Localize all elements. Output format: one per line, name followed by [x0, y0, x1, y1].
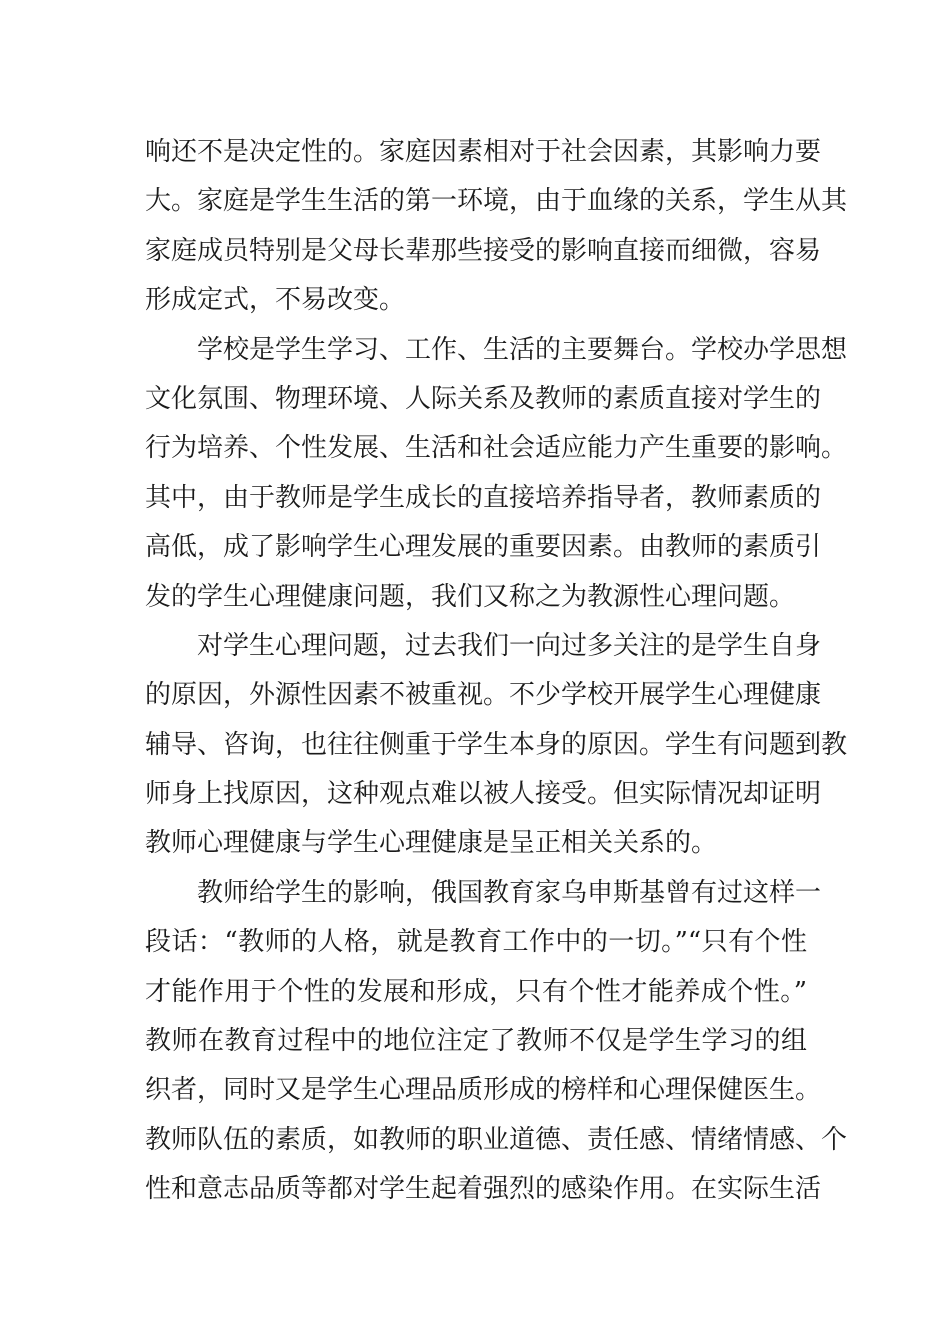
text-line: 教师心理健康与学生心理健康是呈正相关关系的。 [145, 828, 718, 859]
text-line: 响还不是决定性的。家庭因素相对于社会因素，其影响力要 [145, 137, 822, 167]
text-line: 文化氛围、物理环境、人际关系及教师的素质直接对学生的 [145, 383, 822, 414]
text-line: 高低，成了影响学生心理发展的重要因素。由教师的素质引 [145, 532, 822, 563]
text-line: 段话：“教师的人格，就是教育工作中的一切。”“只有个性 [145, 927, 807, 958]
document-body [145, 128, 848, 1215]
text-line: 教师给学生的影响，俄国教育家乌申斯基曾有过这样一 [197, 877, 822, 908]
paragraph-3 [145, 622, 848, 869]
paragraph-2 [145, 326, 848, 622]
text-line: 其中，由于教师是学生成长的直接培养指导者，教师素质的 [145, 482, 822, 513]
text-line: 教师队伍的素质，如教师的职业道德、责任感、情绪情感、个 [145, 1124, 848, 1155]
text-line: 辅导、咨询，也往往侧重于学生本身的原因。学生有问题到教 [145, 729, 848, 760]
text-line: 发的学生心理健康问题，我们又称之为教源性心理问题。 [145, 581, 796, 612]
text-line: 的原因，外源性因素不被重视。不少学校开展学生心理健康 [145, 680, 822, 711]
text-line: 对学生心理问题，过去我们一向过多关注的是学生自身 [197, 630, 822, 661]
text-line: 教师在教育过程中的地位注定了教师不仅是学生学习的组 [145, 1026, 807, 1057]
text-line: 性和意志品质等都对学生起着强烈的感染作用。在实际生活 [145, 1174, 822, 1205]
text-line: 形成定式，不易改变。 [145, 285, 406, 316]
text-line: 大。家庭是学生生活的第一环境，由于血缘的关系，学生从其 [145, 186, 848, 217]
text-line: 家庭成员特别是父母长辈那些接受的影响直接而细微，容易 [145, 235, 822, 266]
text-line: 师身上找原因，这种观点难以被人接受。但实际情况却证明 [145, 779, 822, 810]
text-line: 织者，同时又是学生心理品质形成的榜样和心理保健医生。 [145, 1075, 822, 1106]
text-line: 学校是学生学习、工作、生活的主要舞台。学校办学思想 [197, 334, 848, 365]
paragraph-4 [145, 869, 848, 1215]
paragraph-1 [145, 128, 848, 326]
text-line: 行为培养、个性发展、生活和社会适应能力产生重要的影响。 [145, 433, 848, 464]
text-line: 才能作用于个性的发展和形成，只有个性才能养成个性。” [145, 976, 807, 1007]
